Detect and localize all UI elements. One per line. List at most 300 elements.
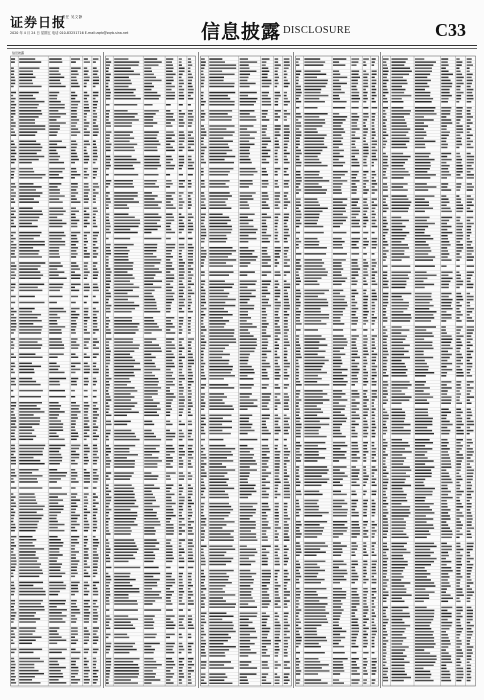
- table-cell-text: [262, 616, 270, 618]
- table-cell-text: [71, 664, 76, 666]
- table-cell-text: [275, 58, 279, 60]
- table-cell-text: [49, 627, 59, 629]
- table-cell-text: [275, 83, 279, 85]
- table-cell-text: [188, 561, 194, 563]
- table-cell-text: [179, 89, 184, 91]
- table-cell-text: [209, 369, 232, 371]
- table-cell-text: [304, 153, 320, 155]
- table-cell-text: [240, 293, 252, 295]
- table-cell-text: [19, 363, 32, 365]
- table-cell-text: [304, 445, 318, 447]
- table-cell-text: [84, 454, 88, 456]
- table-cell-text: [275, 86, 278, 88]
- table-cell-text: [166, 110, 170, 112]
- table-cell-text: [351, 131, 355, 133]
- table-cell-text: [166, 518, 171, 520]
- table-cell-text: [262, 439, 269, 441]
- table-cell-text: [84, 478, 90, 480]
- table-cell-text: [201, 457, 207, 459]
- table-cell-text: [19, 518, 41, 520]
- table-cell-text: [201, 384, 206, 386]
- table-cell-text: [333, 475, 348, 477]
- table-cell-text: [333, 393, 346, 395]
- table-cell-text: [49, 198, 59, 200]
- table-cell-text: [106, 548, 111, 550]
- table-cell-text: [240, 98, 258, 100]
- table-cell-text: [71, 566, 77, 568]
- table-cell-text: [372, 515, 375, 517]
- table-cell-text: [275, 64, 281, 66]
- table-cell-text: [179, 591, 184, 593]
- table-cell-text: [49, 673, 62, 675]
- table-cell-text: [363, 548, 366, 550]
- table-cell-text: [49, 134, 57, 136]
- table-cell-text: [240, 457, 253, 459]
- table-cell-text: [372, 156, 376, 158]
- table-cell-text: [19, 256, 42, 258]
- table-cell-text: [262, 497, 269, 499]
- table-cell-text: [296, 478, 299, 480]
- table-cell-text: [19, 658, 40, 660]
- table-cell-text: [114, 287, 139, 289]
- table-cell-text: [179, 201, 185, 203]
- table-cell-text: [304, 311, 320, 313]
- table-cell-text: [106, 71, 108, 73]
- table-cell-text: [209, 433, 231, 435]
- table-cell-text: [179, 256, 182, 258]
- table-cell-text: [372, 506, 376, 508]
- table-cell-text: [93, 445, 97, 447]
- table-cell-text: [262, 357, 267, 359]
- table-cell-text: [284, 335, 288, 337]
- table-cell-text: [11, 649, 16, 651]
- table-cell-text: [284, 552, 288, 554]
- table-cell-text: [166, 131, 174, 133]
- table-cell-text: [372, 360, 376, 362]
- table-cell-text: [49, 640, 66, 642]
- table-cell-text: [71, 314, 79, 316]
- table-cell-text: [93, 74, 97, 76]
- table-cell-text: [49, 207, 63, 209]
- table-cell-text: [144, 658, 153, 660]
- table-cell-text: [179, 168, 182, 170]
- table-cell-text: [372, 186, 375, 188]
- table-cell-text: [262, 61, 267, 63]
- table-cell-text: [275, 360, 278, 362]
- table-cell-text: [240, 235, 249, 237]
- table-cell-text: [262, 232, 267, 234]
- table-cell-text: [11, 496, 16, 498]
- table-cell-text: [106, 284, 110, 286]
- table-cell-text: [93, 207, 97, 209]
- table-cell-text: [49, 183, 61, 185]
- table-cell-text: [351, 357, 360, 359]
- table-cell-text: [188, 347, 192, 349]
- table-cell-text: [84, 308, 89, 310]
- table-cell-text: [106, 579, 111, 581]
- table-cell-text: [144, 354, 151, 356]
- table-cell-text: [49, 61, 62, 63]
- table-cell-text: [201, 466, 204, 468]
- table-cell-text: [201, 116, 204, 118]
- table-cell-text: [275, 329, 281, 331]
- table-cell-text: [201, 287, 203, 289]
- table-cell-text: [84, 253, 90, 255]
- table-cell-text: [275, 125, 281, 127]
- table-cell-text: [19, 591, 45, 593]
- table-cell-text: [11, 524, 15, 526]
- table-cell-text: [304, 469, 328, 471]
- table-cell-text: [144, 515, 156, 517]
- table-cell-text: [166, 113, 174, 115]
- table-cell-text: [209, 253, 231, 255]
- table-cell-text: [240, 387, 252, 389]
- table-cell-text: [275, 250, 281, 252]
- table-cell-text: [363, 98, 368, 100]
- table-cell-text: [296, 61, 299, 63]
- table-cell-text: [275, 280, 279, 282]
- table-cell-text: [351, 308, 358, 310]
- table-cell-text: [11, 323, 16, 325]
- table-cell-text: [49, 284, 63, 286]
- table-cell-text: [71, 481, 79, 483]
- table-cell-text: [49, 487, 61, 489]
- table-cell-text: [284, 430, 288, 432]
- table-cell-text: [93, 311, 99, 313]
- table-cell-text: [201, 229, 206, 231]
- table-cell-text: [166, 618, 170, 620]
- table-cell-text: [296, 296, 301, 298]
- table-cell-text: [93, 524, 97, 526]
- table-cell-text: [262, 229, 267, 231]
- table-cell-text: [93, 284, 98, 286]
- table-cell-text: [304, 77, 317, 79]
- table-cell-text: [179, 524, 185, 526]
- table-cell-text: [284, 488, 290, 490]
- table-cell-text: [19, 454, 43, 456]
- table-cell-text: [284, 174, 289, 176]
- table-cell-text: [114, 183, 133, 185]
- table-cell-text: [11, 201, 15, 203]
- table-cell-text: [106, 676, 109, 678]
- table-cell-text: [296, 500, 299, 502]
- table-cell-text: [144, 80, 161, 82]
- table-cell-text: [166, 357, 175, 359]
- table-cell-text: [93, 141, 96, 143]
- table-cell-text: [166, 326, 175, 328]
- table-cell-text: [11, 329, 16, 331]
- table-cell-text: [93, 664, 96, 666]
- table-cell-text: [179, 83, 184, 85]
- table-cell-text: [262, 348, 267, 350]
- table-cell-text: [19, 77, 35, 79]
- table-cell-text: [11, 405, 16, 407]
- table-cell-text: [296, 524, 302, 526]
- table-cell-text: [296, 609, 301, 611]
- table-cell-text: [363, 515, 367, 517]
- table-cell-text: [84, 128, 87, 130]
- table-cell-text: [240, 162, 252, 164]
- table-cell-text: [351, 177, 356, 179]
- table-cell-text: [201, 664, 206, 666]
- table-cell-text: [106, 271, 112, 273]
- table-cell-text: [49, 433, 56, 435]
- table-cell-text: [11, 542, 14, 544]
- table-cell-text: [284, 354, 288, 356]
- table-cell-text: [284, 86, 288, 88]
- table-cell-text: [372, 478, 377, 480]
- table-cell-text: [84, 515, 87, 517]
- table-cell-text: [262, 533, 266, 535]
- table-cell-text: [284, 223, 287, 225]
- table-cell-text: [84, 174, 89, 176]
- table-cell-text: [93, 506, 96, 508]
- table-cell-text: [106, 552, 110, 554]
- table-cell-text: [179, 277, 185, 279]
- table-cell-text: [93, 326, 97, 328]
- table-cell-text: [284, 156, 287, 158]
- table-cell-text: [333, 302, 347, 304]
- table-cell-text: [275, 293, 281, 295]
- table-cell-text: [188, 226, 193, 228]
- table-cell-text: [71, 329, 75, 331]
- table-cell-text: [144, 591, 161, 593]
- table-cell-text: [166, 302, 172, 304]
- table-cell-text: [363, 579, 368, 581]
- table-cell-text: [93, 192, 99, 194]
- table-cell-text: [188, 198, 191, 200]
- table-cell-text: [114, 86, 128, 88]
- table-cell-text: [262, 131, 266, 133]
- table-cell-text: [84, 183, 89, 185]
- table-cell-text: [201, 378, 206, 380]
- table-cell-text: [93, 436, 99, 438]
- table-cell-text: [106, 652, 109, 654]
- table-cell-text: [262, 405, 267, 407]
- table-cell-text: [11, 381, 15, 383]
- table-cell-text: [262, 418, 270, 420]
- table-cell-text: [179, 597, 183, 599]
- table-cell-text: [351, 247, 358, 249]
- table-cell-text: [372, 567, 376, 569]
- table-cell-text: [333, 208, 345, 210]
- table-cell-text: [351, 293, 358, 295]
- table-cell-text: [106, 567, 111, 569]
- table-cell-text: [144, 58, 157, 60]
- table-cell-text: [372, 217, 375, 219]
- table-cell-text: [49, 290, 60, 292]
- table-cell-text: [201, 427, 204, 429]
- table-cell-text: [296, 618, 299, 620]
- table-cell-text: [296, 86, 301, 88]
- table-cell-text: [93, 363, 96, 365]
- table-cell-text: [284, 262, 287, 264]
- table-cell-text: [284, 80, 288, 82]
- table-cell-text: [333, 478, 343, 480]
- table-cell-text: [262, 619, 268, 621]
- table-cell-text: [262, 162, 269, 164]
- table-cell-text: [304, 61, 325, 63]
- table-cell-text: [284, 679, 290, 681]
- table-cell-text: [49, 302, 57, 304]
- table-cell-text: [262, 478, 266, 480]
- table-cell-text: [304, 542, 325, 544]
- table-cell-text: [93, 640, 98, 642]
- table-cell-text: [19, 384, 40, 386]
- table-cell-text: [363, 177, 366, 179]
- table-cell-text: [209, 482, 226, 484]
- table-cell-text: [304, 241, 319, 243]
- table-cell-text: [93, 320, 97, 322]
- table-cell-text: [284, 628, 288, 630]
- table-cell-text: [363, 457, 366, 459]
- table-cell-text: [49, 600, 66, 602]
- table-cell-text: [201, 515, 204, 517]
- table-cell-text: [144, 201, 162, 203]
- table-cell-text: [363, 424, 368, 426]
- table-cell-text: [188, 625, 193, 627]
- table-cell-text: [333, 576, 344, 578]
- table-cell-text: [201, 363, 205, 365]
- table-cell-text: [49, 588, 65, 590]
- table-cell-text: [201, 485, 205, 487]
- table-cell-text: [351, 277, 355, 279]
- table-cell-text: [144, 621, 154, 623]
- table-cell-text: [363, 460, 366, 462]
- table-cell-text: [84, 235, 87, 237]
- table-cell-text: [304, 268, 325, 270]
- table-cell-text: [304, 262, 324, 264]
- table-cell-text: [209, 594, 235, 596]
- table-cell-text: [188, 387, 191, 389]
- table-cell-text: [84, 594, 88, 596]
- table-cell-text: [188, 262, 193, 264]
- table-cell-text: [49, 153, 58, 155]
- table-cell-text: [166, 144, 170, 146]
- table-cell-text: [49, 168, 65, 170]
- table-cell-text: [11, 426, 17, 428]
- table-cell-text: [240, 335, 254, 337]
- table-cell-text: [179, 67, 185, 69]
- table-cell-text: [114, 156, 131, 158]
- table-cell-text: [49, 414, 59, 416]
- table-column-1: [10, 50, 101, 690]
- table-cell-text: [296, 116, 302, 118]
- table-cell-text: [363, 372, 368, 374]
- table-cell-text: [166, 156, 172, 158]
- table-cell-text: [179, 113, 185, 115]
- table-cell-text: [106, 80, 110, 82]
- table-cell-text: [304, 378, 321, 380]
- table-cell-text: [166, 150, 175, 152]
- table-cell-text: [188, 287, 191, 289]
- table-cell-text: [240, 427, 252, 429]
- table-cell-text: [284, 250, 288, 252]
- table-cell-text: [363, 226, 366, 228]
- table-cell-text: [240, 396, 250, 398]
- table-cell-text: [166, 265, 172, 267]
- table-cell-text: [144, 585, 157, 587]
- table-cell-text: [166, 558, 174, 560]
- table-cell-text: [363, 375, 368, 377]
- table-cell-text: [144, 509, 153, 511]
- table-cell-text: [188, 621, 192, 623]
- table-cell-text: [19, 606, 44, 608]
- table-cell-text: [351, 482, 356, 484]
- table-cell-text: [304, 232, 323, 234]
- table-cell-text: [114, 162, 140, 164]
- table-cell-text: [351, 156, 355, 158]
- table-cell-text: [209, 360, 229, 362]
- table-cell-text: [144, 512, 157, 514]
- table-cell-text: [284, 445, 287, 447]
- table-cell-text: [363, 381, 368, 383]
- table-cell-text: [296, 408, 300, 410]
- table-cell-text: [209, 518, 224, 520]
- table-cell-text: [11, 214, 14, 216]
- table-cell-text: [333, 351, 340, 353]
- table-cell-text: [188, 594, 193, 596]
- table-cell-text: [372, 579, 377, 581]
- table-cell-text: [275, 634, 280, 636]
- table-cell-text: [106, 588, 110, 590]
- table-cell-text: [71, 530, 77, 532]
- table-cell-text: [106, 621, 109, 623]
- table-cell-text: [11, 396, 15, 398]
- table-cell-text: [106, 192, 110, 194]
- table-cell-text: [209, 159, 224, 161]
- table-cell-text: [93, 527, 97, 529]
- table-cell-text: [296, 141, 300, 143]
- table-cell-text: [93, 478, 99, 480]
- table-cell-text: [363, 618, 369, 620]
- table-cell-text: [166, 77, 173, 79]
- table-cell-text: [114, 195, 138, 197]
- table-cell-text: [166, 223, 171, 225]
- table-cell-text: [209, 168, 233, 170]
- table-cell-text: [188, 530, 192, 532]
- table-cell-text: [114, 500, 136, 502]
- table-cell-text: [71, 682, 78, 684]
- table-cell-text: [71, 509, 76, 511]
- table-cell-text: [333, 338, 347, 340]
- table-cell-text: [84, 344, 87, 346]
- table-cell-text: [363, 582, 366, 584]
- table-cell-text: [240, 579, 254, 581]
- table-cell-text: [188, 521, 194, 523]
- table-cell-text: [304, 533, 322, 535]
- table-cell-text: [84, 603, 88, 605]
- table-cell-text: [284, 351, 288, 353]
- table-cell-text: [275, 625, 281, 627]
- table-cell-text: [84, 633, 90, 635]
- table-cell-text: [240, 253, 253, 255]
- table-cell-text: [201, 424, 206, 426]
- table-cell-text: [19, 652, 33, 654]
- table-cell-text: [49, 560, 57, 562]
- table-cell-text: [351, 299, 355, 301]
- table-cell-text: [49, 481, 57, 483]
- table-cell-text: [114, 573, 130, 575]
- table-cell-text: [284, 162, 290, 164]
- table-cell-text: [93, 226, 97, 228]
- table-cell-text: [372, 214, 376, 216]
- table-cell-text: [106, 460, 111, 462]
- table-cell-text: [114, 676, 138, 678]
- table-cell-text: [11, 262, 15, 264]
- table-cell-text: [93, 287, 98, 289]
- table-cell-text: [71, 521, 77, 523]
